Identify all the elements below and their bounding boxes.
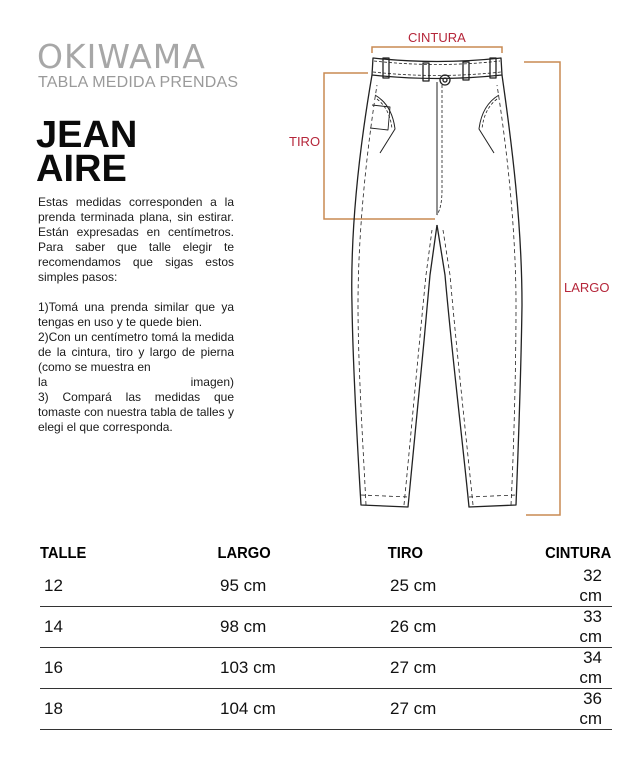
table-row xyxy=(40,648,612,689)
cell-tiro: 27 cm xyxy=(390,658,437,677)
table-row xyxy=(40,607,612,648)
largo-guide xyxy=(524,62,560,515)
instructions xyxy=(38,195,234,435)
cell-talle: 12 xyxy=(44,576,63,595)
table-row xyxy=(40,689,612,730)
instructions-step1: 1)Tomá una prenda similar que ya tengas en uso y te quede bien. xyxy=(38,300,234,329)
table-row xyxy=(40,566,612,607)
cell-tiro: 27 cm xyxy=(390,699,437,718)
product-title-line1: JEAN xyxy=(36,114,138,156)
cell-largo: 103 cm xyxy=(220,658,276,677)
header-talle: TALLE xyxy=(40,545,87,562)
instructions-step2-end: la imagen) xyxy=(38,375,234,389)
cell-tiro: 25 cm xyxy=(390,576,437,595)
instructions-intro: Estas medidas corresponden a la prenda terminada plana, sin estirar. Están expresadas en centímetros. Para saber que talle elegir te recomendamos que sigas estos simples pasos: xyxy=(38,195,234,284)
cell-largo: 104 cm xyxy=(220,699,276,718)
jeans-diagram xyxy=(280,25,620,525)
instructions-step3: 3) Compará las medidas que tomaste con nuestra tabla de talles y elegi el que corresponda. xyxy=(38,390,234,434)
cell-largo: 95 cm xyxy=(220,576,267,595)
tiro-guide xyxy=(324,73,435,219)
cell-talle: 14 xyxy=(44,617,63,636)
cell-cintura: 34 cm xyxy=(579,648,602,687)
button-icon xyxy=(440,75,450,85)
header-cintura: CINTURA xyxy=(545,545,612,562)
header-largo: LARGO xyxy=(217,545,271,562)
instructions-step2: 2)Con un centímetro tomá la medida de la cintura, tiro y largo de pierna (como se muestra en xyxy=(38,330,234,374)
cell-talle: 18 xyxy=(44,699,63,718)
cell-tiro: 26 cm xyxy=(390,617,437,636)
cintura-label: CINTURA xyxy=(408,30,466,45)
header-tiro: TIRO xyxy=(387,545,423,562)
largo-label: LARGO xyxy=(564,280,610,295)
brand-subtitle: TABLA MEDIDA PRENDAS xyxy=(38,74,239,91)
size-table xyxy=(40,542,612,730)
cell-cintura: 36 cm xyxy=(579,689,602,728)
product-title xyxy=(36,114,138,190)
cell-cintura: 33 cm xyxy=(579,607,602,646)
cell-talle: 16 xyxy=(44,658,63,677)
size-table-header xyxy=(40,542,611,566)
cintura-guide xyxy=(372,47,502,53)
cell-cintura: 32 cm xyxy=(579,566,602,605)
cell-largo: 98 cm xyxy=(220,617,267,636)
jeans-outline xyxy=(352,58,522,507)
brand-logo: OKIWAMA xyxy=(37,37,206,76)
tiro-label: TIRO xyxy=(289,134,321,149)
product-title-line2: AIRE xyxy=(36,148,127,190)
